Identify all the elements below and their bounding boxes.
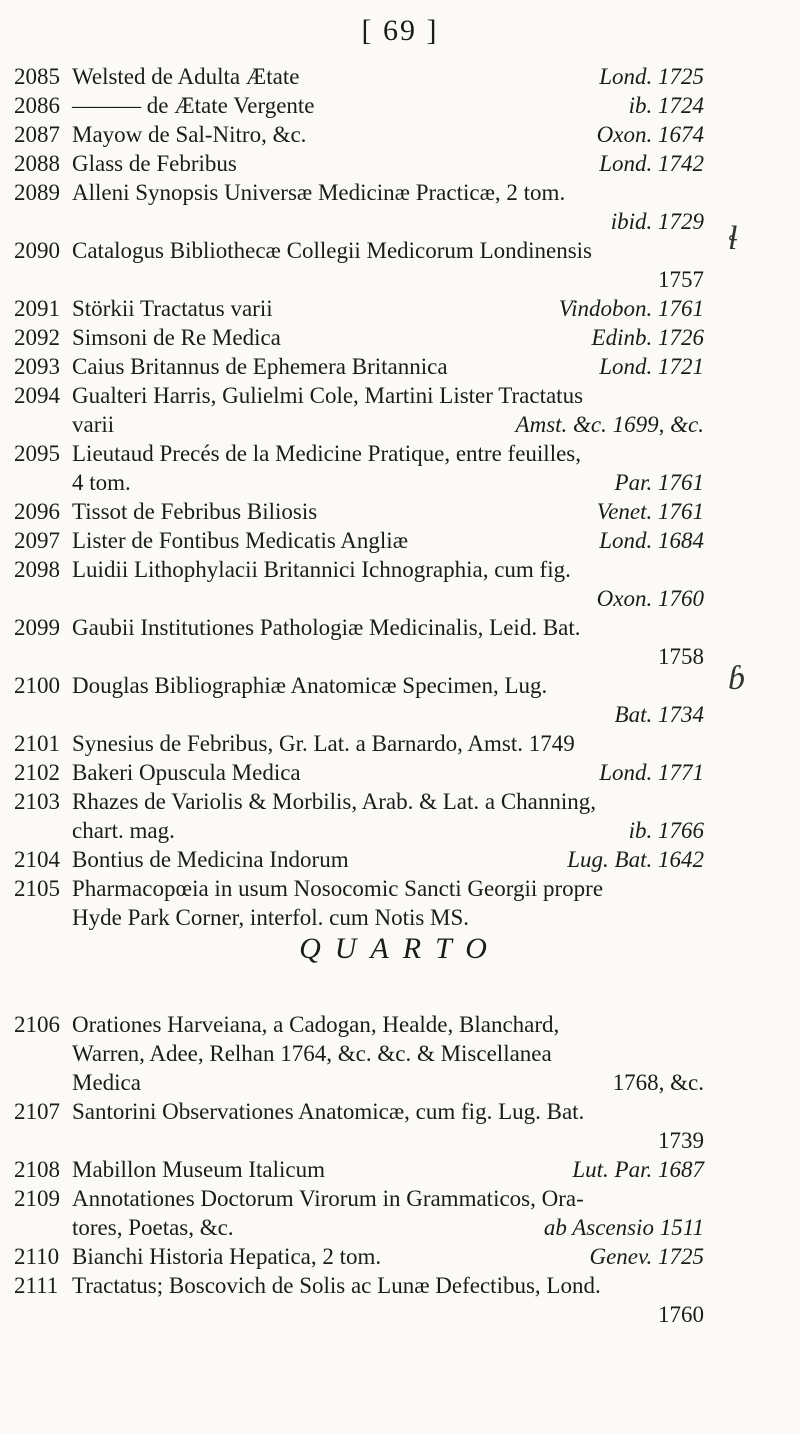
list-item [14, 1271, 704, 1329]
entry-imprint: 1768, &c. [612, 1070, 704, 1095]
entry-title: Simsoni de Re Medica [72, 325, 281, 350]
entry-imprint: 1757 [658, 267, 704, 292]
margin-annotation: ɓ [728, 660, 745, 697]
entry-number: 2106 [14, 1012, 60, 1037]
entry-imprint: Edinb. 1726 [591, 325, 704, 350]
entry-imprint: Par. 1761 [614, 470, 704, 495]
list-item [14, 1010, 704, 1097]
entry-title: Annotationes Doctorum Virorum in Grammaticos, Ora- [72, 1186, 584, 1211]
entry-title: Mayow de Sal-Nitro, &c. [72, 122, 307, 147]
entry-imprint: Bat. 1734 [614, 702, 704, 727]
entry-title: Tractatus; Boscovich de Solis ac Lunæ Defectibus, Lond. [72, 1273, 601, 1298]
entry-number: 2110 [14, 1244, 60, 1269]
entry-imprint: Lond. 1684 [599, 528, 704, 553]
entry-continuation: Hyde Park Corner, interfol. cum Notis MS. [72, 905, 470, 930]
entry-continuation: Medica [72, 1070, 141, 1095]
entry-title: Catalogus Bibliothecæ Collegii Medicorum Londinensis [72, 238, 593, 263]
margin-annotation: ɬ [728, 220, 738, 257]
entry-imprint: Oxon. 1674 [596, 122, 704, 147]
list-item [14, 178, 704, 236]
list-item [14, 236, 704, 294]
list-item [14, 555, 704, 613]
entry-title: Störkii Tractatus varii [72, 296, 273, 321]
entry-number: 2093 [14, 354, 60, 379]
entry-continuation: tores, Poetas, &c. [72, 1215, 234, 1240]
entry-imprint: 1758 [658, 644, 704, 669]
entry-number: 2105 [14, 876, 60, 901]
entry-imprint: ibid. 1729 [610, 209, 704, 234]
entry-number: 2100 [14, 673, 60, 698]
list-item [14, 1097, 704, 1155]
list-item [14, 439, 704, 497]
entry-number: 2099 [14, 615, 60, 640]
entry-number: 2087 [14, 122, 60, 147]
entry-number: 2103 [14, 789, 60, 814]
entry-title: Lieutaud Precés de la Medicine Pratique, entre feuilles, [72, 441, 581, 466]
entry-number: 2101 [14, 731, 60, 756]
entry-continuation: Warren, Adee, Relhan 1764, &c. &c. & Miscellanea [72, 1041, 552, 1066]
entry-number: 2090 [14, 238, 60, 263]
entry-imprint: Lug. Bat. 1642 [567, 847, 704, 872]
list-item [14, 381, 704, 439]
list-item [14, 874, 704, 932]
entry-imprint: Amst. &c. 1699, &c. [515, 412, 704, 437]
entry-imprint: Venet. 1761 [596, 499, 704, 524]
list-item [14, 671, 704, 729]
list-item [14, 787, 704, 845]
entry-title: Santorini Observationes Anatomicæ, cum fig. Lug. Bat. [72, 1099, 585, 1124]
entry-number: 2098 [14, 557, 60, 582]
entry-title: Orationes Harveiana, a Cadogan, Healde, Blanchard, [72, 1012, 560, 1037]
entry-number: 2089 [14, 180, 60, 205]
list-item [14, 1184, 704, 1242]
entry-imprint: Lond. 1721 [599, 354, 704, 379]
entry-number: 2097 [14, 528, 60, 553]
entry-imprint: Vindobon. 1761 [558, 296, 704, 321]
entry-title: Mabillon Museum Italicum [72, 1157, 325, 1182]
entry-number: 2096 [14, 499, 60, 524]
entry-title: Douglas Bibliographiæ Anatomicæ Specimen, Lug. [72, 673, 548, 698]
entry-title: Lister de Fontibus Medicatis Angliæ [72, 528, 409, 553]
entry-number: 2109 [14, 1186, 60, 1211]
entry-title: Synesius de Febribus, Gr. Lat. a Barnardo, Amst. 1749 [72, 731, 575, 756]
entry-imprint: 1739 [658, 1128, 704, 1153]
entry-number: 2094 [14, 383, 60, 408]
entry-imprint: Lond. 1742 [599, 151, 704, 176]
list-item [14, 613, 704, 671]
entry-number: 2102 [14, 760, 60, 785]
entry-imprint: Genev. 1725 [589, 1244, 704, 1269]
entry-title: Bakeri Opuscula Medica [72, 760, 301, 785]
entry-imprint: 1760 [658, 1302, 704, 1327]
entry-number: 2092 [14, 325, 60, 350]
entry-number: 2091 [14, 296, 60, 321]
entry-imprint: Lond. 1771 [599, 760, 704, 785]
entry-imprint: Lut. Par. 1687 [572, 1157, 704, 1182]
entry-title: Gaubii Institutiones Pathologiæ Medicinalis, Leid. Bat. [72, 615, 581, 640]
entry-title: Alleni Synopsis Universæ Medicinæ Practicæ, 2 tom. [72, 180, 566, 205]
entry-number: 2104 [14, 847, 60, 872]
entry-imprint: ib. 1724 [628, 93, 704, 118]
entry-number: 2095 [14, 441, 60, 466]
section-heading: QUARTO [299, 932, 501, 965]
entry-imprint: ib. 1766 [628, 818, 704, 843]
entry-title: Pharmacopœia in usum Nosocomic Sancti Georgii propre [72, 876, 604, 901]
entry-number: 2107 [14, 1099, 60, 1124]
entry-continuation: 4 tom. [72, 470, 131, 495]
entry-title: Tissot de Febribus Biliosis [72, 499, 318, 524]
entry-title: Bontius de Medicina Indorum [72, 847, 349, 872]
entry-title: Glass de Febribus [72, 151, 237, 176]
entry-imprint: ab Ascensio 1511 [543, 1215, 704, 1240]
entry-title: Caius Britannus de Ephemera Britannica [72, 354, 448, 379]
entry-imprint: Lond. 1725 [599, 64, 704, 89]
entry-number: 2088 [14, 151, 60, 176]
entry-title: Gualteri Harris, Gulielmi Cole, Martini Lister Tractatus [72, 383, 584, 408]
page-number: [ 69 ] [361, 14, 439, 47]
entry-title: Rhazes de Variolis & Morbilis, Arab. & Lat. a Channing, chart. mag. [72, 789, 597, 843]
entry-title: Luidii Lithophylacii Britannici Ichnographia, cum fig. [72, 557, 571, 582]
entry-number: 2108 [14, 1157, 60, 1182]
entry-number: 2086 [14, 93, 60, 118]
entry-title: Welsted de Adulta Ætate [72, 64, 300, 89]
entry-title: Bianchi Historia Hepatica, 2 tom. [72, 1244, 382, 1269]
entry-continuation: varii [72, 412, 115, 437]
entry-imprint: Oxon. 1760 [596, 586, 704, 611]
entry-title: ——— de Ætate Vergente [72, 93, 315, 118]
entry-number: 2111 [14, 1273, 59, 1298]
entry-number: 2085 [14, 64, 60, 89]
